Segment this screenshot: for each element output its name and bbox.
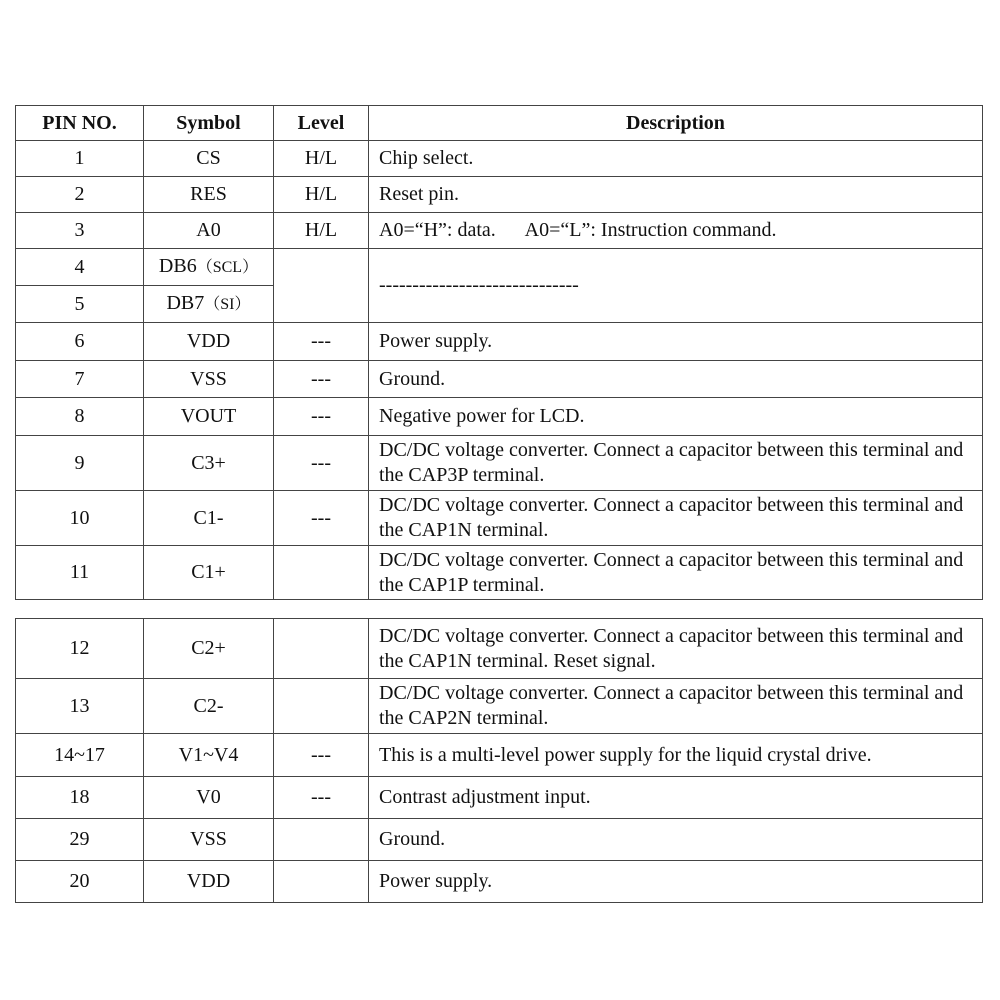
level-cell: H/L bbox=[274, 177, 369, 213]
table-row bbox=[16, 398, 983, 436]
description-cell: Chip select. bbox=[369, 141, 983, 177]
header-row bbox=[16, 106, 983, 141]
pin-cell: 20 bbox=[16, 861, 144, 903]
symbol-cell: VDD bbox=[144, 323, 274, 361]
pin-cell: 4 bbox=[16, 249, 144, 286]
level-cell bbox=[274, 819, 369, 861]
pin-cell: 12 bbox=[16, 619, 144, 679]
description-cell: DC/DC voltage converter. Connect a capacitor between this terminal and the CAP1N terminal. Reset signal. bbox=[369, 619, 983, 679]
description-cell: DC/DC voltage converter. Connect a capacitor between this terminal and the CAP3P terminal. bbox=[369, 436, 983, 491]
header-symbol: Symbol bbox=[144, 106, 274, 141]
pin-cell: 6 bbox=[16, 323, 144, 361]
symbol-cell: VDD bbox=[144, 861, 274, 903]
pin-cell: 29 bbox=[16, 819, 144, 861]
level-cell bbox=[274, 249, 369, 323]
pin-cell: 8 bbox=[16, 398, 144, 436]
table-row bbox=[16, 777, 983, 819]
level-cell bbox=[274, 546, 369, 600]
symbol-cell: V1~V4 bbox=[144, 734, 274, 777]
symbol-cell: VSS bbox=[144, 819, 274, 861]
symbol-text: DB7 bbox=[166, 292, 205, 314]
description-cell: Power supply. bbox=[369, 323, 983, 361]
description-cell: Ground. bbox=[369, 361, 983, 398]
level-cell bbox=[274, 679, 369, 734]
pin-table-part-2 bbox=[15, 618, 983, 903]
table-row bbox=[16, 734, 983, 777]
symbol-cell: A0 bbox=[144, 213, 274, 249]
symbol-note: （SI） bbox=[204, 296, 251, 313]
description-cell: ------------------------------ bbox=[369, 249, 983, 323]
pin-cell: 18 bbox=[16, 777, 144, 819]
symbol-text: DB6 bbox=[158, 255, 197, 277]
level-cell: H/L bbox=[274, 141, 369, 177]
description-cell: DC/DC voltage converter. Connect a capacitor between this terminal and the CAP1N terminal. bbox=[369, 491, 983, 546]
level-cell: --- bbox=[274, 323, 369, 361]
symbol-cell: VSS bbox=[144, 361, 274, 398]
table-row bbox=[16, 323, 983, 361]
pin-cell: 9 bbox=[16, 436, 144, 491]
pin-table-part-1 bbox=[15, 105, 983, 600]
table-row bbox=[16, 546, 983, 600]
level-cell: --- bbox=[274, 436, 369, 491]
description-cell: Negative power for LCD. bbox=[369, 398, 983, 436]
symbol-cell: RES bbox=[144, 177, 274, 213]
symbol-cell: C1+ bbox=[144, 546, 274, 600]
header-description: Description bbox=[369, 106, 983, 141]
level-cell: --- bbox=[274, 398, 369, 436]
description-cell: Power supply. bbox=[369, 861, 983, 903]
table-row bbox=[16, 436, 983, 491]
table-row bbox=[16, 213, 983, 249]
header-level: Level bbox=[274, 106, 369, 141]
level-cell: --- bbox=[274, 491, 369, 546]
pin-cell: 2 bbox=[16, 177, 144, 213]
description-cell: DC/DC voltage converter. Connect a capacitor between this terminal and the CAP1P terminal. bbox=[369, 546, 983, 600]
table-row bbox=[16, 679, 983, 734]
description-cell: Ground. bbox=[369, 819, 983, 861]
symbol-cell bbox=[144, 249, 274, 286]
pin-cell: 13 bbox=[16, 679, 144, 734]
table-row bbox=[16, 491, 983, 546]
level-cell bbox=[274, 619, 369, 679]
pin-cell: 3 bbox=[16, 213, 144, 249]
level-cell bbox=[274, 861, 369, 903]
table-row bbox=[16, 861, 983, 903]
pin-cell: 7 bbox=[16, 361, 144, 398]
header-pin: PIN NO. bbox=[16, 106, 144, 141]
description-cell: Contrast adjustment input. bbox=[369, 777, 983, 819]
symbol-cell: C2+ bbox=[144, 619, 274, 679]
symbol-note: （SCL） bbox=[196, 259, 259, 276]
level-cell: --- bbox=[274, 777, 369, 819]
pin-cell: 11 bbox=[16, 546, 144, 600]
level-cell: H/L bbox=[274, 213, 369, 249]
level-cell: --- bbox=[274, 361, 369, 398]
level-cell: --- bbox=[274, 734, 369, 777]
table-row bbox=[16, 361, 983, 398]
table-row bbox=[16, 819, 983, 861]
symbol-cell: CS bbox=[144, 141, 274, 177]
symbol-cell: C2- bbox=[144, 679, 274, 734]
table-row bbox=[16, 177, 983, 213]
table-row bbox=[16, 141, 983, 177]
table-row bbox=[16, 249, 983, 286]
pin-cell: 1 bbox=[16, 141, 144, 177]
symbol-cell: C3+ bbox=[144, 436, 274, 491]
symbol-cell bbox=[144, 286, 274, 323]
description-cell: This is a multi-level power supply for the liquid crystal drive. bbox=[369, 734, 983, 777]
symbol-cell: V0 bbox=[144, 777, 274, 819]
description-cell: Reset pin. bbox=[369, 177, 983, 213]
symbol-cell: C1- bbox=[144, 491, 274, 546]
description-cell: DC/DC voltage converter. Connect a capacitor between this terminal and the CAP2N terminal. bbox=[369, 679, 983, 734]
pin-cell: 10 bbox=[16, 491, 144, 546]
table-row bbox=[16, 619, 983, 679]
pin-cell: 5 bbox=[16, 286, 144, 323]
description-cell: A0=“H”: data. A0=“L”: Instruction command. bbox=[369, 213, 983, 249]
pin-cell: 14~17 bbox=[16, 734, 144, 777]
symbol-cell: VOUT bbox=[144, 398, 274, 436]
